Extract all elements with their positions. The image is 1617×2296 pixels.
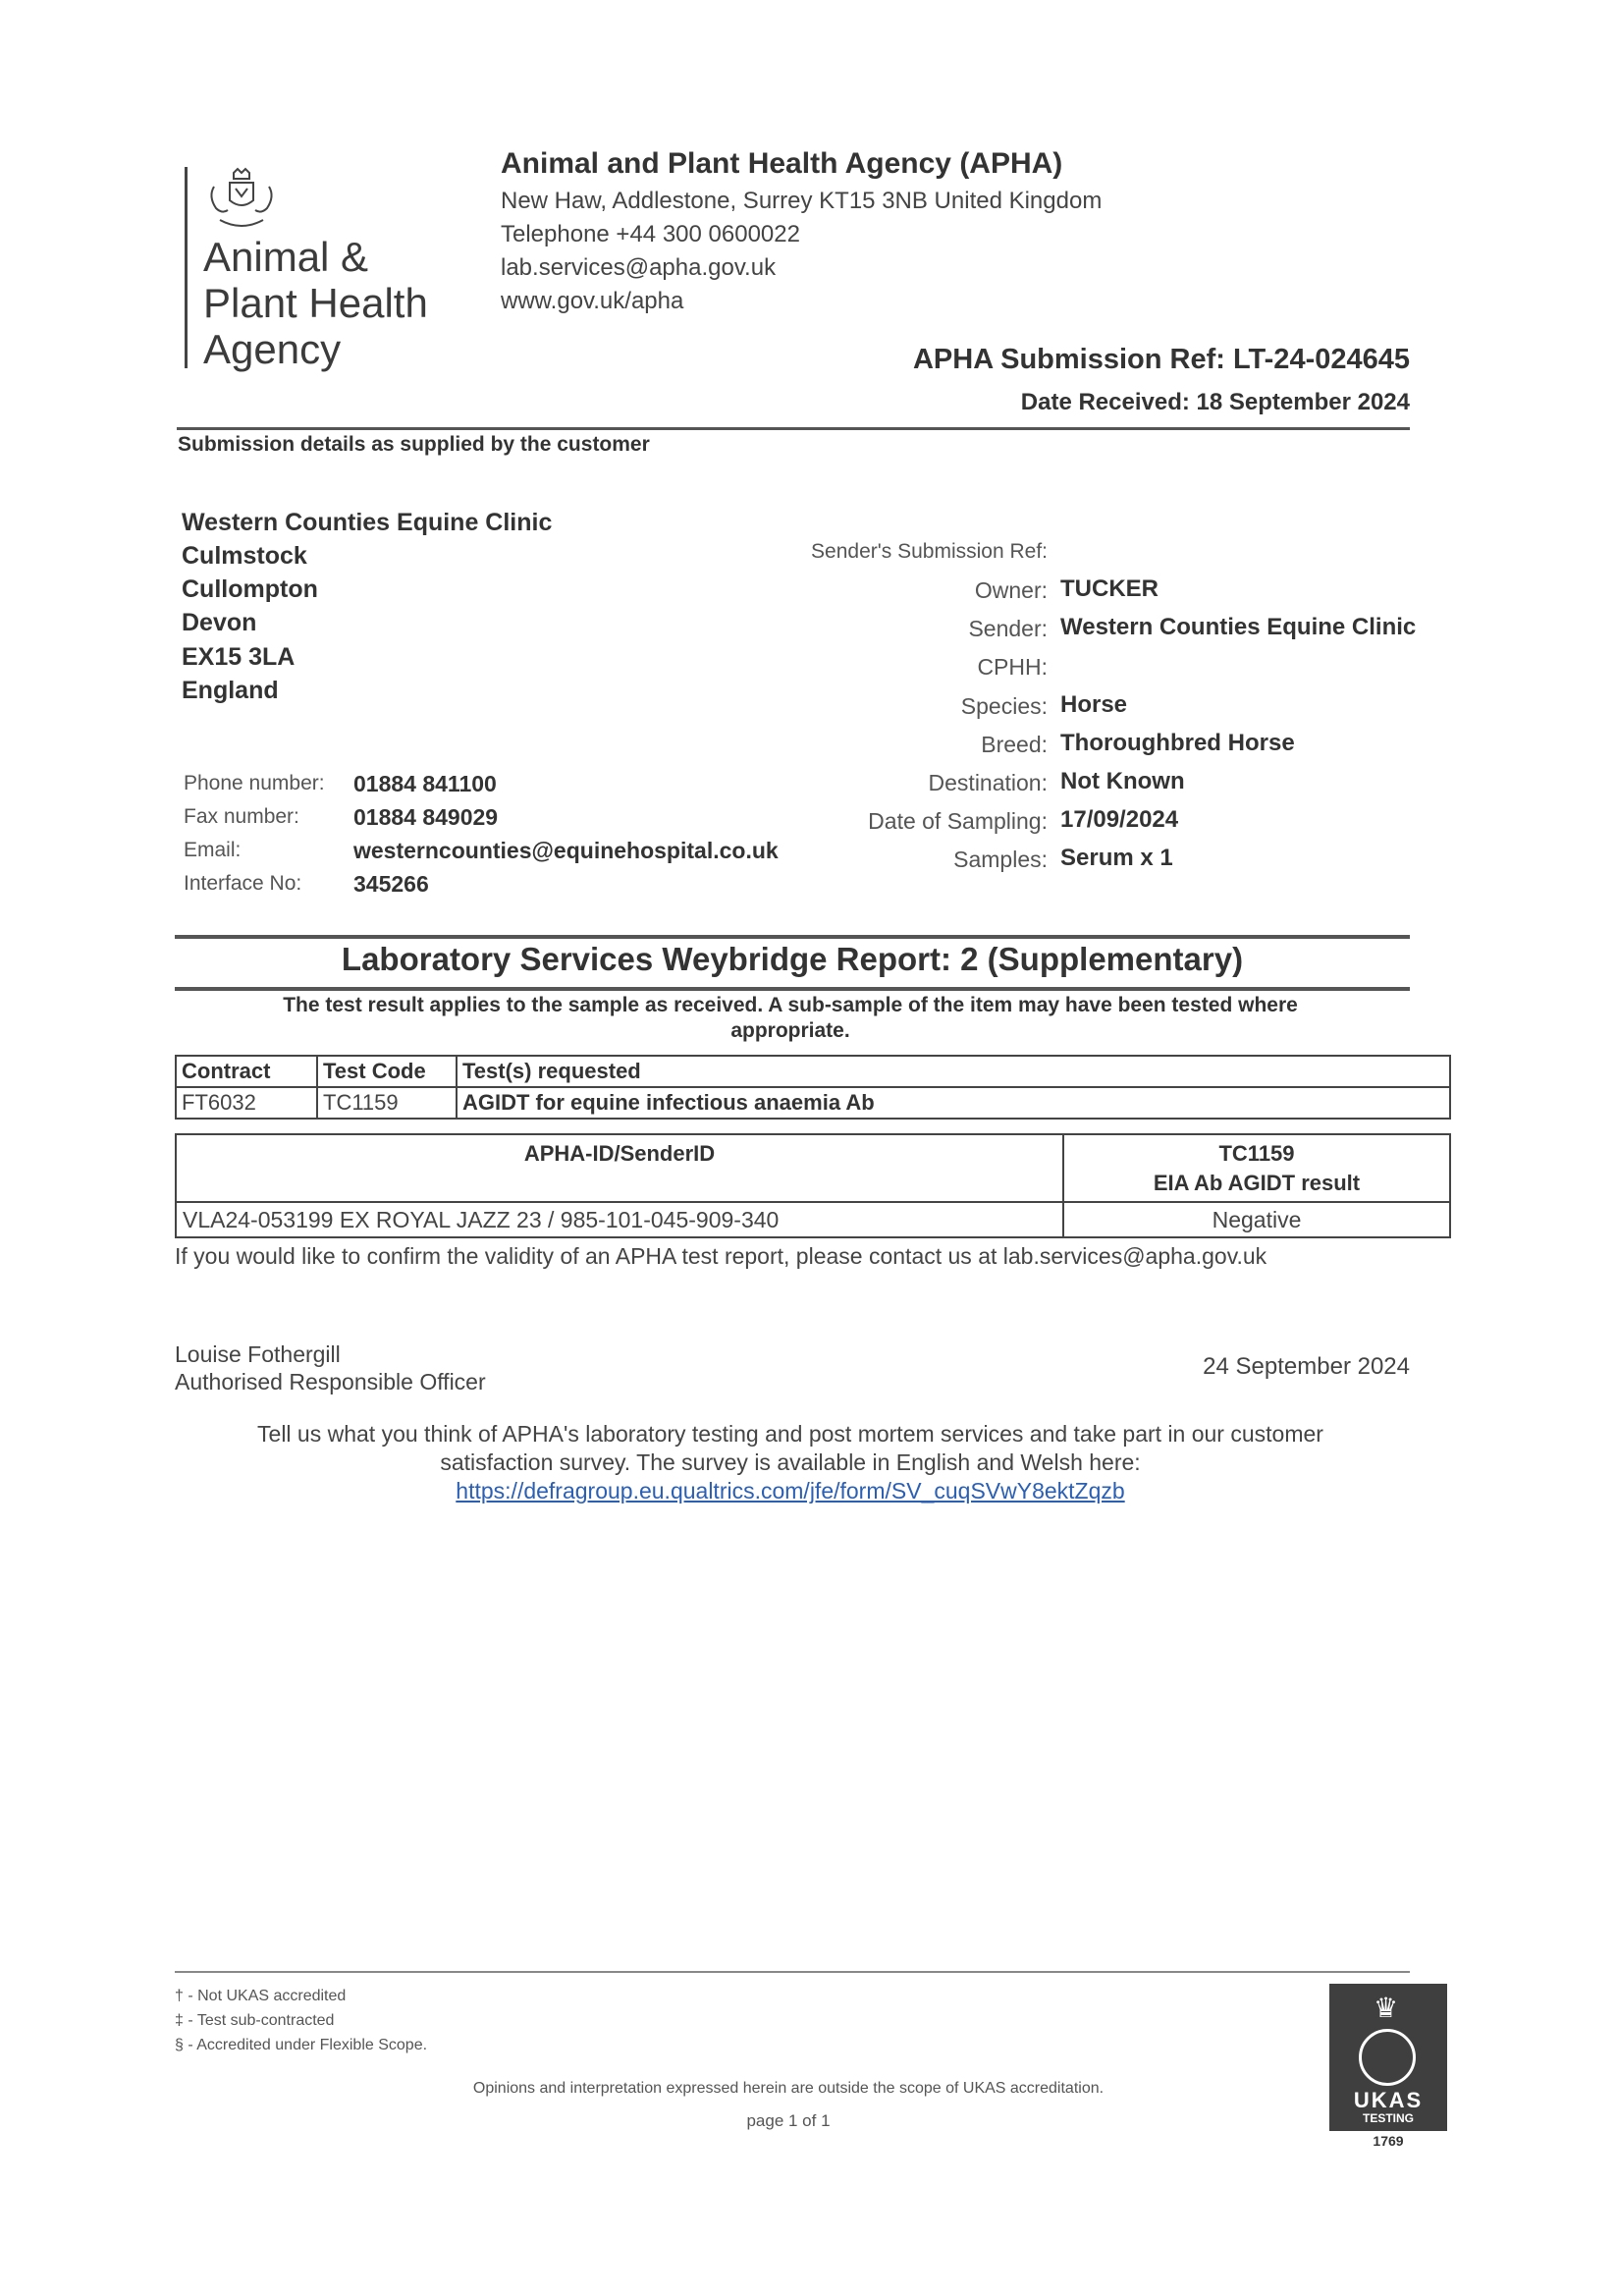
logo-line-3: Agency [203, 326, 342, 372]
tests-table [175, 1055, 1451, 1120]
logo-line-2: Plant Health [203, 280, 428, 326]
customer-postcode: EX15 3LA [182, 643, 296, 671]
signer-role: Authorised Responsible Officer [175, 1369, 486, 1394]
customer-address-line: Cullompton [182, 575, 318, 603]
owner-label: Owner: [974, 577, 1048, 603]
result-header-name: EIA Ab AGIDT result [1153, 1171, 1361, 1195]
destination-label: Destination: [928, 770, 1048, 795]
agency-telephone: Telephone +44 300 0600022 [501, 221, 800, 247]
agency-name: Animal and Plant Health Agency (APHA) [501, 147, 1063, 180]
customer-address-line: Culmstock [182, 542, 307, 570]
id-header-text: APHA-ID/SenderID [523, 1141, 716, 1166]
opinion-disclaimer: Opinions and interpretation expressed herein are outside the scope of UKAS accreditation. [472, 2080, 1105, 2097]
species-value: Horse [1060, 691, 1128, 718]
survey-line-1: Tell us what you think of APHA's laboratory testing and post mortem services and take part in our customer [257, 1421, 1323, 1447]
interface-label: Interface No: [184, 872, 302, 895]
email-label: Email: [184, 839, 242, 861]
customer-name: Western Counties Equine Clinic [182, 509, 553, 536]
result-header-code: TC1159 [1218, 1141, 1295, 1166]
submission-ref: APHA Submission Ref: LT-24-024645 [912, 344, 1410, 375]
page-number: page 1 of 1 [746, 2111, 831, 2130]
results-table-header [176, 1134, 1450, 1202]
customer-country: England [182, 677, 279, 704]
report-bottom-rule [175, 987, 1410, 991]
tests-table-header [176, 1056, 1450, 1087]
submission-caption: Submission details as supplied by the customer [178, 433, 650, 456]
samples-value: Serum x 1 [1060, 845, 1173, 871]
agency-website[interactable]: www.gov.uk/apha [501, 288, 684, 314]
table-row [176, 1087, 1450, 1119]
agency-address: New Haw, Addlestone, Surrey KT15 3NB United Kingdom [501, 188, 1103, 214]
breed-value: Thoroughbred Horse [1060, 730, 1295, 756]
result-cell: Negative [1063, 1202, 1450, 1237]
customer-address-line: Devon [182, 609, 257, 636]
ukas-emblem-icon [1359, 2029, 1416, 2086]
survey-line-2: satisfaction survey. The survey is available in English and Welsh here: [440, 1449, 1141, 1475]
contract-cell: FT6032 [176, 1087, 317, 1119]
test-code-header: Test Code [317, 1056, 457, 1087]
validity-note: If you would like to confirm the validity of an APHA test report, please contact us at lab.services@apha.gov.uk [175, 1243, 1267, 1269]
logo-line-1: Animal & [203, 234, 369, 280]
agency-logo-text [203, 234, 428, 372]
sampling-date-label: Date of Sampling: [868, 808, 1048, 834]
email-value[interactable]: westerncounties@equinehospital.co.uk [353, 838, 779, 863]
tests-requested-header: Test(s) requested [457, 1056, 1450, 1087]
fax-value: 01884 849029 [353, 804, 499, 830]
report-title: Laboratory Services Weybridge Report: 2 (Supplementary) [341, 941, 1244, 977]
sender-ref-label: Sender's Submission Ref: [811, 540, 1048, 563]
results-table [175, 1133, 1451, 1238]
result-header [1063, 1134, 1450, 1202]
test-code-cell: TC1159 [317, 1087, 457, 1119]
contract-header: Contract [176, 1056, 317, 1087]
ukas-wordmark: UKAS [1353, 2088, 1424, 2112]
royal-crest-icon [204, 167, 279, 232]
ukas-testing-label: TESTING [1362, 2111, 1414, 2125]
sender-value: Western Counties Equine Clinic [1060, 614, 1417, 640]
owner-value: TUCKER [1060, 575, 1159, 602]
interface-value: 345266 [353, 871, 429, 897]
cphh-label: CPHH: [977, 654, 1048, 680]
footnote-flexible-scope: § - Accredited under Flexible Scope. [175, 2037, 428, 2053]
phone-value: 01884 841100 [353, 771, 497, 796]
signer-name: Louise Fothergill [175, 1341, 341, 1367]
destination-value: Not Known [1060, 768, 1185, 794]
sender-label: Sender: [968, 616, 1048, 641]
header-divider [177, 427, 1410, 430]
date-received: Date Received: 18 September 2024 [1020, 389, 1410, 415]
crown-icon: ♛ [1374, 1993, 1399, 2023]
species-label: Species: [960, 693, 1048, 719]
id-header [176, 1134, 1063, 1202]
report-top-rule [175, 935, 1410, 939]
test-requested-cell: AGIDT for equine infectious anaemia Ab [457, 1087, 1450, 1119]
ukas-logo [1329, 1984, 1447, 2131]
samples-label: Samples: [953, 847, 1048, 872]
footnote-not-accredited: † - Not UKAS accredited [175, 1988, 347, 2004]
logo-divider [185, 167, 188, 368]
ukas-number: 1769 [1373, 2133, 1404, 2149]
sign-date: 24 September 2024 [1203, 1353, 1410, 1380]
sampling-date-value: 17/09/2024 [1060, 806, 1179, 833]
footer-rule [175, 1971, 1410, 1973]
phone-label: Phone number: [184, 772, 325, 794]
table-row [176, 1202, 1450, 1237]
fax-label: Fax number: [184, 805, 299, 828]
agency-email[interactable]: lab.services@apha.gov.uk [501, 254, 777, 281]
breed-label: Breed: [981, 732, 1048, 757]
survey-link[interactable]: https://defragroup.eu.qualtrics.com/jfe/form/SV_cuqSVwY8ektZqzb [456, 1478, 1125, 1503]
report-note: The test result applies to the sample as received. A sub-sample of the item may have been tested where appropriate. [283, 994, 1298, 1042]
survey-block [177, 1420, 1404, 1505]
footnote-subcontracted: ‡ - Test sub-contracted [175, 2012, 335, 2029]
sample-id-cell: VLA24-053199 EX ROYAL JAZZ 23 / 985-101-045-909-340 [176, 1202, 1063, 1237]
